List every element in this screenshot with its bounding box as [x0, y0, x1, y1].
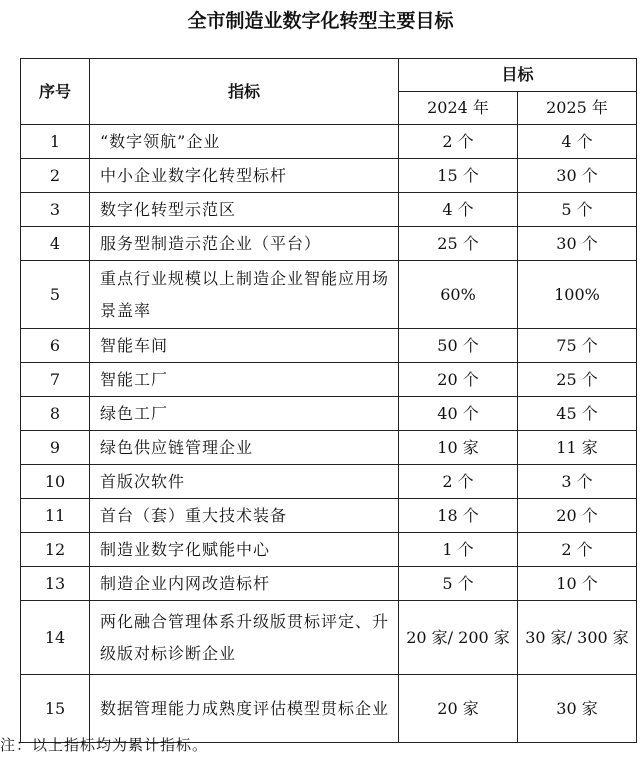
row-number: 8	[21, 397, 90, 431]
table-row	[21, 533, 637, 567]
table-footnote: 注：以上指标均为累计指标。	[0, 736, 209, 754]
table-row	[21, 159, 637, 193]
row-value-2025: 30 个	[518, 159, 637, 193]
row-value-2024: 50 个	[399, 329, 518, 363]
row-indicator: 首台（套）重大技术装备	[90, 499, 399, 533]
row-number: 13	[21, 567, 90, 601]
row-value-2025: 10 个	[518, 567, 637, 601]
table-row	[21, 125, 637, 159]
row-number: 1	[21, 125, 90, 159]
row-value-2024: 20 个	[399, 363, 518, 397]
row-value-2025: 75 个	[518, 329, 637, 363]
header-indicator: 指标	[90, 59, 399, 125]
row-indicator: 绿色供应链管理企业	[90, 431, 399, 465]
row-number: 14	[21, 601, 90, 675]
row-indicator: 数据管理能力成熟度评估模型贯标企业	[90, 675, 399, 743]
row-value-2024: 20 家/ 200 家	[399, 601, 518, 675]
row-value-2024: 60%	[399, 261, 518, 329]
table-row	[21, 465, 637, 499]
row-indicator: 智能车间	[90, 329, 399, 363]
row-value-2024: 15 个	[399, 159, 518, 193]
row-number: 4	[21, 227, 90, 261]
row-value-2024: 2 个	[399, 125, 518, 159]
row-value-2025: 25 个	[518, 363, 637, 397]
table-row	[21, 431, 637, 465]
row-number: 7	[21, 363, 90, 397]
row-value-2025: 11 家	[518, 431, 637, 465]
table-title: 全市制造业数字化转型主要目标	[187, 10, 454, 32]
goals-table	[20, 58, 637, 743]
row-value-2025: 2 个	[518, 533, 637, 567]
header-seq: 序号	[21, 59, 90, 125]
row-number: 3	[21, 193, 90, 227]
row-value-2024: 20 家	[399, 675, 518, 743]
table-row	[21, 261, 637, 329]
table-row	[21, 397, 637, 431]
row-value-2025: 30 家	[518, 675, 637, 743]
header-year-2025: 2025 年	[518, 92, 637, 125]
table-row	[21, 363, 637, 397]
row-number: 12	[21, 533, 90, 567]
row-indicator: 智能工厂	[90, 363, 399, 397]
row-value-2024: 18 个	[399, 499, 518, 533]
row-value-2025: 3 个	[518, 465, 637, 499]
row-value-2024: 4 个	[399, 193, 518, 227]
row-indicator: 绿色工厂	[90, 397, 399, 431]
row-indicator: 制造企业内网改造标杆	[90, 567, 399, 601]
row-indicator: “数字领航”企业	[90, 125, 399, 159]
table-row	[21, 601, 637, 675]
table-row	[21, 329, 637, 363]
row-value-2025: 30 家/ 300 家	[518, 601, 637, 675]
row-indicator: 两化融合管理体系升级版贯标评定、升级版对标诊断企业	[90, 601, 399, 675]
header-target: 目标	[399, 59, 637, 92]
row-number: 15	[21, 675, 90, 743]
row-value-2024: 40 个	[399, 397, 518, 431]
row-value-2024: 10 家	[399, 431, 518, 465]
row-number: 10	[21, 465, 90, 499]
row-indicator: 首版次软件	[90, 465, 399, 499]
row-value-2025: 100%	[518, 261, 637, 329]
table-row	[21, 193, 637, 227]
row-indicator: 数字化转型示范区	[90, 193, 399, 227]
row-indicator: 重点行业规模以上制造企业智能应用场景盖率	[90, 261, 399, 329]
table-row	[21, 227, 637, 261]
table-row	[21, 567, 637, 601]
row-number: 5	[21, 261, 90, 329]
row-indicator: 服务型制造示范企业（平台）	[90, 227, 399, 261]
row-value-2025: 45 个	[518, 397, 637, 431]
table-row	[21, 499, 637, 533]
row-value-2024: 2 个	[399, 465, 518, 499]
header-year-2024: 2024 年	[399, 92, 518, 125]
row-value-2025: 4 个	[518, 125, 637, 159]
row-number: 6	[21, 329, 90, 363]
row-indicator: 制造业数字化赋能中心	[90, 533, 399, 567]
row-value-2024: 25 个	[399, 227, 518, 261]
row-value-2025: 20 个	[518, 499, 637, 533]
row-value-2024: 1 个	[399, 533, 518, 567]
row-number: 2	[21, 159, 90, 193]
row-value-2025: 30 个	[518, 227, 637, 261]
row-value-2025: 5 个	[518, 193, 637, 227]
row-number: 11	[21, 499, 90, 533]
row-indicator: 中小企业数字化转型标杆	[90, 159, 399, 193]
row-number: 9	[21, 431, 90, 465]
row-value-2024: 5 个	[399, 567, 518, 601]
